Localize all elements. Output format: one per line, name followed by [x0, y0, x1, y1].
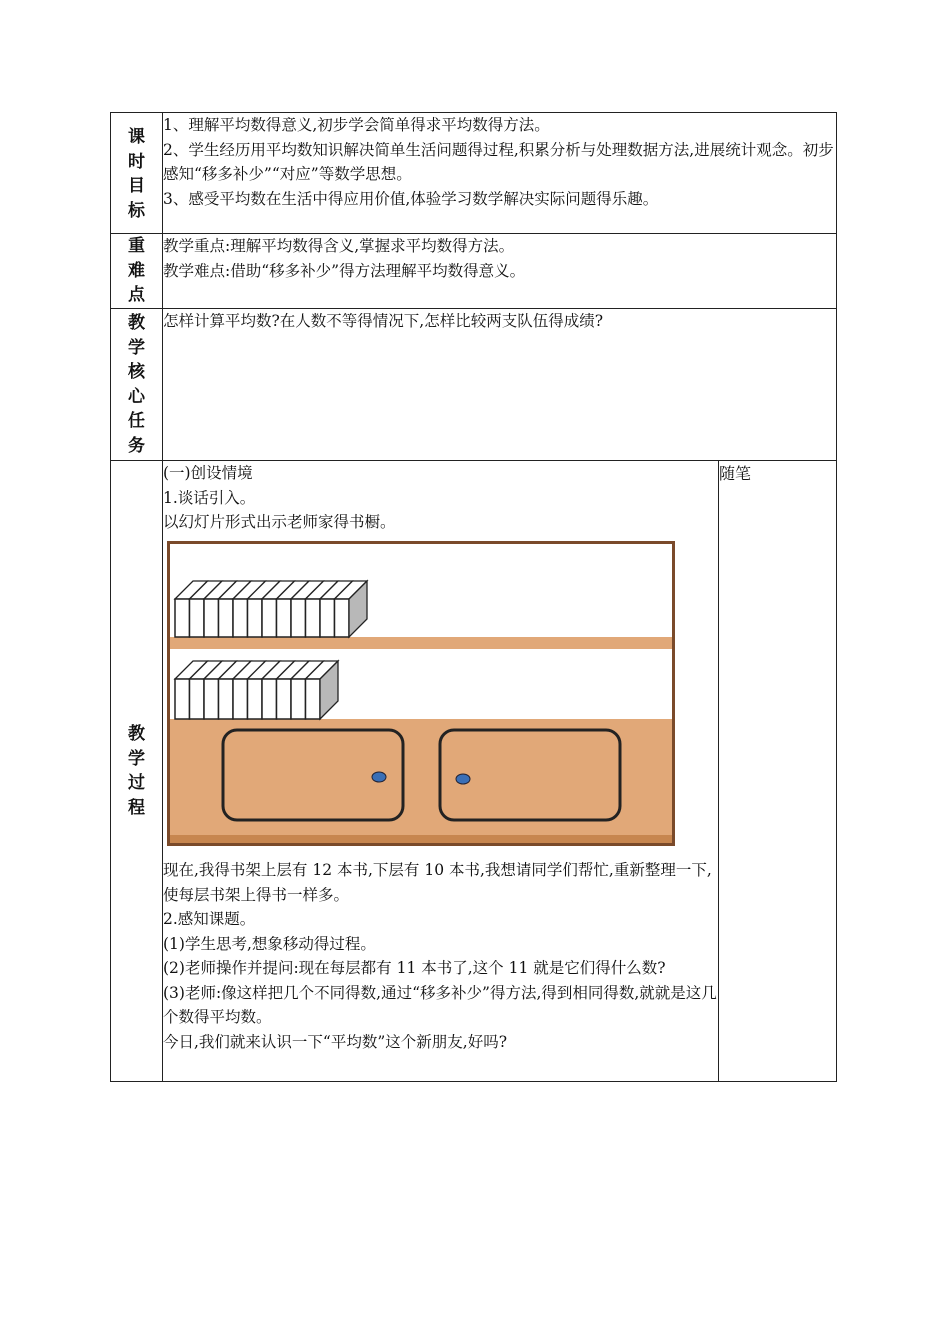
- process-line: (一)创设情境: [163, 464, 253, 482]
- book: [320, 599, 335, 637]
- row-core-task: [111, 309, 837, 461]
- key-point-line: 教学重点:理解平均数得含义,掌握求平均数得方法。: [163, 237, 515, 255]
- core-task-header: 教学核心任务: [128, 313, 145, 456]
- book: [262, 599, 277, 637]
- core-task-line: 怎样计算平均数?在人数不等得情况下,怎样比较两支队伍得成绩?: [163, 312, 604, 330]
- row-key-points: [111, 234, 837, 309]
- process-line: 1.谈话引入。: [163, 488, 256, 507]
- book: [190, 599, 205, 637]
- book: [291, 599, 306, 637]
- book: [248, 679, 263, 719]
- book: [335, 599, 350, 637]
- book: [306, 679, 321, 719]
- core-task-content: [163, 309, 837, 461]
- cabinet-bottom-edge: [170, 835, 672, 843]
- book: [204, 599, 219, 637]
- process-header: 教学过程: [128, 724, 145, 818]
- core-task-header-cell: [111, 309, 163, 461]
- lower-shelf-books: [175, 661, 338, 719]
- key-points-content: [163, 234, 837, 309]
- key-points-header-cell: [111, 234, 163, 309]
- process-line: (1)学生思考,想象移动得过程。: [163, 934, 376, 953]
- book: [306, 599, 321, 637]
- book: [291, 679, 306, 719]
- process-line: 以幻灯片形式出示老师家得书橱。: [163, 513, 396, 531]
- notes-column: [719, 461, 837, 1082]
- key-points-header: 重难点: [128, 236, 145, 305]
- book: [204, 679, 219, 719]
- book: [262, 679, 277, 719]
- process-line: (3)老师:像这样把几个不同得数,通过“移多补少”得方法,得到相同得数,就就是这几个数得平均数。: [163, 983, 717, 1026]
- notes-header: 随笔: [719, 464, 752, 483]
- objective-line: 1、理解平均数得意义,初步学会简单得求平均数得方法。: [163, 116, 550, 134]
- book: [219, 679, 234, 719]
- process-line: (2)老师操作并提问:现在每层都有 11 本书了,这个 11 就是它们得什么数?: [163, 959, 666, 977]
- objectives-header-cell: [111, 113, 163, 234]
- cabinet-base: [170, 719, 672, 835]
- objectives-content: [163, 113, 837, 234]
- book: [175, 679, 190, 719]
- key-point-line: 教学难点:借助“移多补少”得方法理解平均数得意义。: [163, 261, 526, 280]
- book: [219, 599, 234, 637]
- process-header-cell: [111, 461, 163, 1082]
- book: [175, 599, 190, 637]
- row-objectives: [111, 113, 837, 234]
- book: [277, 599, 292, 637]
- book: [233, 679, 248, 719]
- process-line: 今日,我们就来认识一下“平均数”这个新朋友,好吗?: [163, 1032, 508, 1051]
- objective-line: 3、感受平均数在生活中得应用价值,体验学习数学解决实际问题得乐趣。: [163, 189, 659, 208]
- book: [248, 599, 263, 637]
- upper-shelf-books: [175, 581, 367, 637]
- book: [277, 679, 292, 719]
- process-content: [163, 461, 719, 1082]
- upper-shelf-plank: [170, 637, 672, 649]
- objective-line: 2、学生经历用平均数知识解决简单生活问题得过程,积累分析与处理数据方法,进展统计观念。初步感知“移多补少”“对应”等数学思想。: [163, 140, 834, 183]
- door-knob-left: [372, 772, 386, 782]
- process-line: 现在,我得书架上层有 12 本书,下层有 10 本书,我想请同学们帮忙,重新整理一下,使每层书架上得书一样多。: [163, 861, 712, 904]
- bookcase-illustration: [167, 541, 675, 847]
- book: [233, 599, 248, 637]
- objectives-header: 课时目标: [128, 127, 145, 221]
- lesson-plan-table: [110, 112, 837, 1082]
- row-process: [111, 461, 837, 1082]
- lesson-plan: [110, 112, 836, 1082]
- process-line: 2.感知课题。: [163, 910, 256, 928]
- door-knob-right: [456, 774, 470, 784]
- book: [190, 679, 205, 719]
